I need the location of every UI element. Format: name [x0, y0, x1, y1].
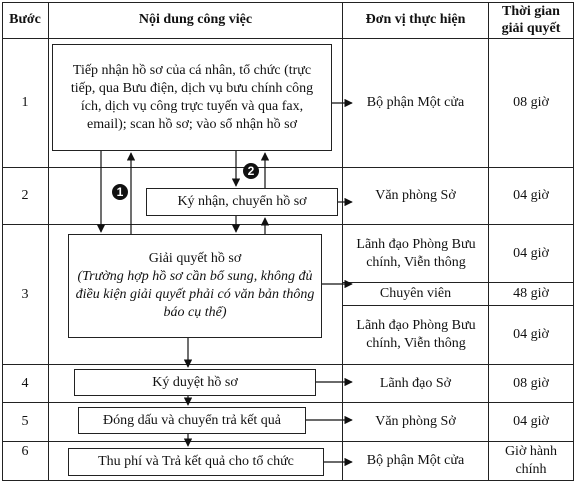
resolve-dossier-title: Giải quyết hồ sơ: [148, 251, 242, 266]
step-number: 4: [21, 375, 29, 391]
time-cell: 48 giờ: [513, 286, 549, 301]
unit-cell: Văn phòng Sở: [375, 188, 456, 203]
fee-return-text: Thu phí và Trả kết quả cho tổ chức: [98, 454, 294, 469]
unit-cell: Bộ phận Một cửa: [366, 95, 465, 110]
step-number: 5: [21, 414, 29, 429]
path-one-badge: 1: [112, 184, 128, 200]
time-cell: 04 giờ: [513, 414, 549, 429]
time-cell: 04 giờ: [513, 188, 549, 203]
approve-text: Ký duyệt hồ sơ: [152, 374, 238, 390]
header-unit: Đơn vị thực hiện: [365, 12, 466, 27]
step-number: 1: [21, 95, 29, 110]
path-two-badge: 2: [243, 163, 259, 179]
time-cell: 08 giờ: [513, 95, 549, 110]
unit-cell: Bộ phận Một cửa: [366, 453, 465, 468]
time-cell: Giờ hành chính: [504, 444, 558, 477]
step-number: 3: [21, 286, 29, 302]
time-cell: 04 giờ: [513, 245, 549, 261]
time-cell: 04 giờ: [513, 327, 549, 342]
step-number: 6: [21, 444, 29, 459]
unit-cell: Lãnh đạo Phòng Bưu chính, Viễn thông: [356, 236, 476, 270]
unit-cell: Lãnh đạo Phòng Bưu chính, Viễn thông: [356, 318, 476, 351]
time-cell: 08 giờ: [513, 375, 549, 391]
header-step: Bước: [9, 12, 41, 27]
resolve-dossier-note: (Trường hợp hồ sơ cần bổ sung, không đủ điều kiện giải quyết phải có văn bản thông báo cụ thể): [75, 269, 315, 320]
header-content: Nội dung công việc: [138, 12, 253, 27]
sign-transfer-text: Ký nhận, chuyển hồ sơ: [177, 194, 307, 209]
unit-cell: Chuyên viên: [379, 286, 452, 301]
step-number: 2: [21, 188, 29, 203]
unit-cell: Văn phòng Sở: [375, 414, 456, 429]
receive-dossier-text: Tiếp nhận hồ sơ của cá nhân, tổ chức (trực tiếp, qua Bưu điện, dịch vụ bưu chính công ích, dịch vụ công trực tuyến và qua fax, email); scan hồ sơ; vào sổ nhận hồ sơ: [70, 62, 314, 132]
stamp-return-text: Đóng dấu và chuyển trả kết quả: [102, 412, 282, 428]
header-time: Thời gian giải quyết: [501, 4, 561, 36]
unit-cell: Lãnh đạo Sở: [379, 375, 452, 391]
